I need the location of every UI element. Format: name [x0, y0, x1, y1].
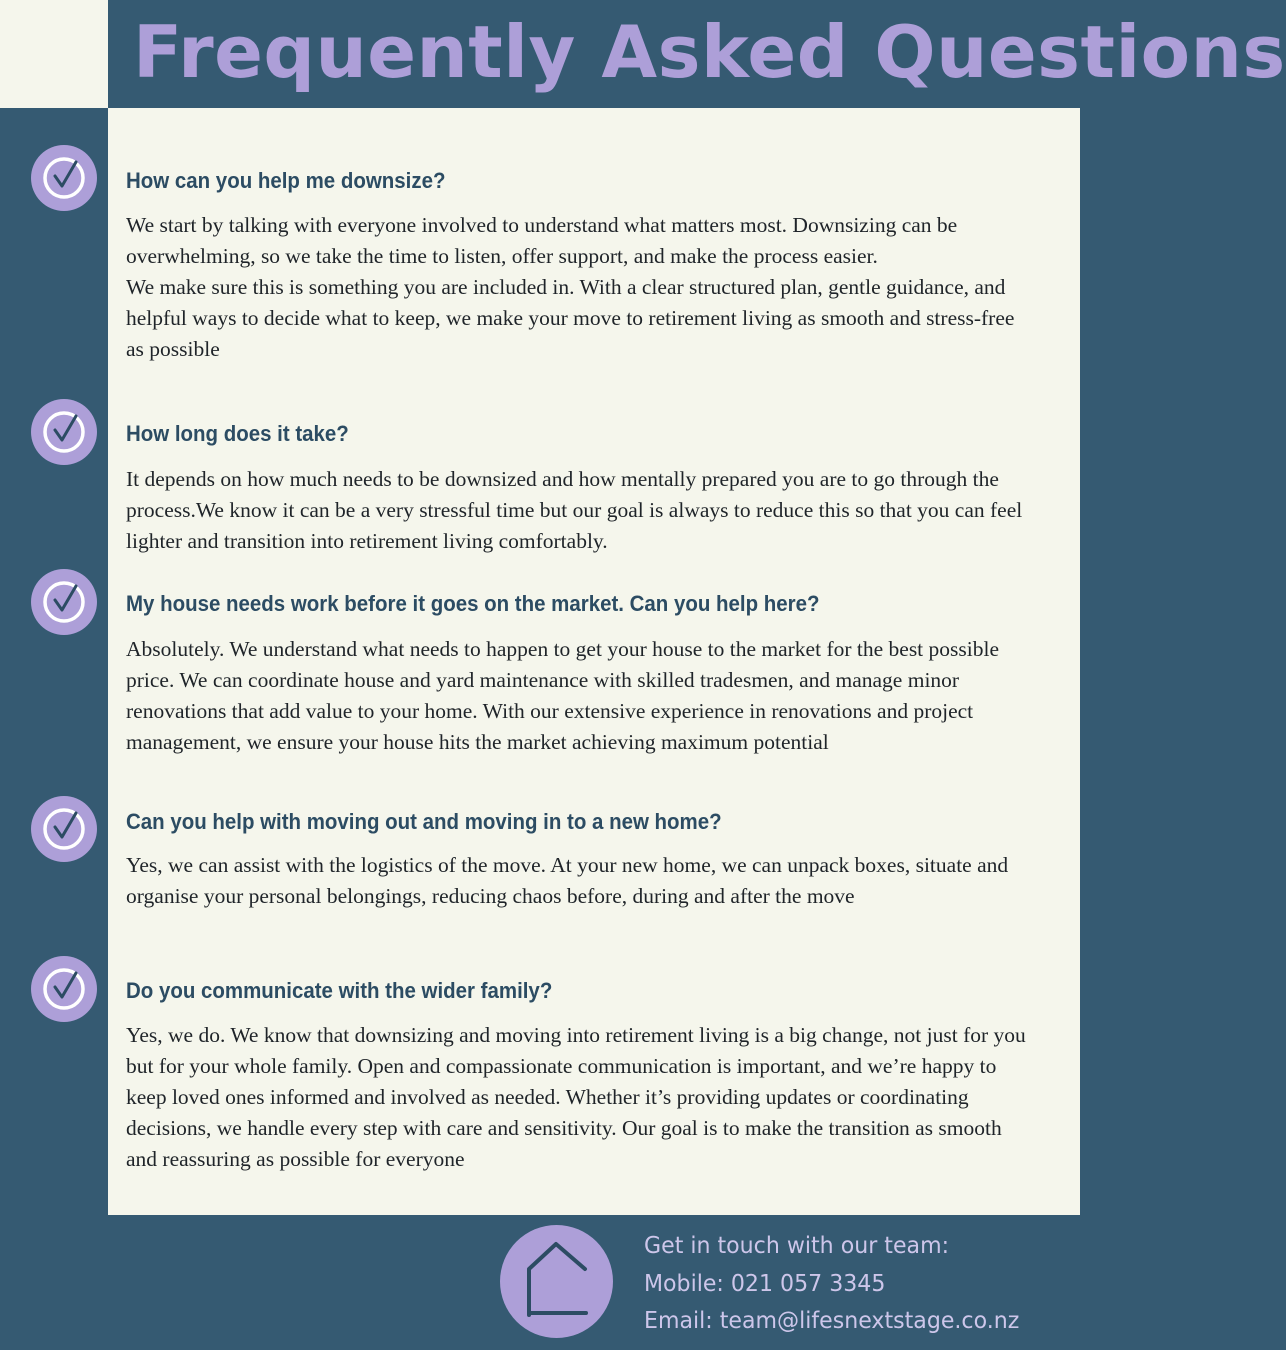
faq-question: How can you help me downsize? [126, 168, 446, 193]
check-circle-icon [31, 796, 97, 862]
page-title: Frequently Asked Questions [133, 10, 1286, 94]
faq-answer [126, 1020, 1034, 1175]
faq-answer [126, 634, 1034, 758]
faq-question: Can you help with moving out and moving in to a new home? [126, 809, 722, 834]
faq-answer-paragraph: We start by talking with everyone involved to understand what matters most. Downsizing can be overwhelming, so we take the time to listen, offer support, and make the process easier. [126, 213, 958, 268]
contact-block [644, 1228, 1064, 1341]
check-circle-icon [31, 399, 97, 465]
contact-email[interactable]: Email: team@lifesnextstage.co.nz [644, 1308, 1020, 1334]
faq-answer [126, 850, 1034, 912]
check-circle-icon [31, 569, 97, 635]
faq-answer-paragraph: Yes, we do. We know that downsizing and moving into retirement living is a big change, not just for you but for your whole family. Open and compassionate communication is important, and we’re happy to keep loved ones informed and involved as needed. Whether it’s providing updates or coordinating decisions, we handle every step with care and sensitivity. Our goal is to make the transition as smooth and reassuring as possible for everyone [126, 1023, 1026, 1171]
faq-answer [126, 464, 1034, 557]
faq-answer [126, 210, 1034, 365]
faq-answer-paragraph: Absolutely. We understand what needs to happen to get your house to the market for the best possible price. We can coordinate house and yard maintenance with skilled tradesmen, and manage minor renovations that add value to your home. With our extensive experience in renovations and project management, we ensure your house hits the market achieving maximum potential [126, 637, 1000, 754]
corner-block [0, 0, 108, 108]
faq-question: Do you communicate with the wider family? [126, 978, 553, 1003]
contact-heading: Get in touch with our team: [644, 1233, 950, 1259]
faq-answer-paragraph: We make sure this is something you are included in. With a clear structured plan, gentle guidance, and helpful ways to decide what to keep, we make your move to retirement living as smooth and stress-free as possible [126, 275, 1015, 361]
faq-question: My house needs work before it goes on the market. Can you help here? [126, 591, 820, 616]
faq-question: How long does it take? [126, 421, 349, 446]
faq-answer-paragraph: Yes, we can assist with the logistics of the move. At your new home, we can unpack boxes, situate and organise your personal belongings, reducing chaos before, during and after the move [126, 853, 1009, 908]
check-circle-icon [31, 145, 97, 211]
check-circle-icon [31, 956, 97, 1022]
home-icon [500, 1225, 613, 1338]
faq-answer-paragraph: It depends on how much needs to be downsized and how mentally prepared you are to go through the process.We know it can be a very stressful time but our goal is always to reduce this so that you can feel lighter and transition into retirement living comfortably. [126, 467, 1023, 553]
contact-mobile[interactable]: Mobile: 021 057 3345 [644, 1270, 886, 1297]
